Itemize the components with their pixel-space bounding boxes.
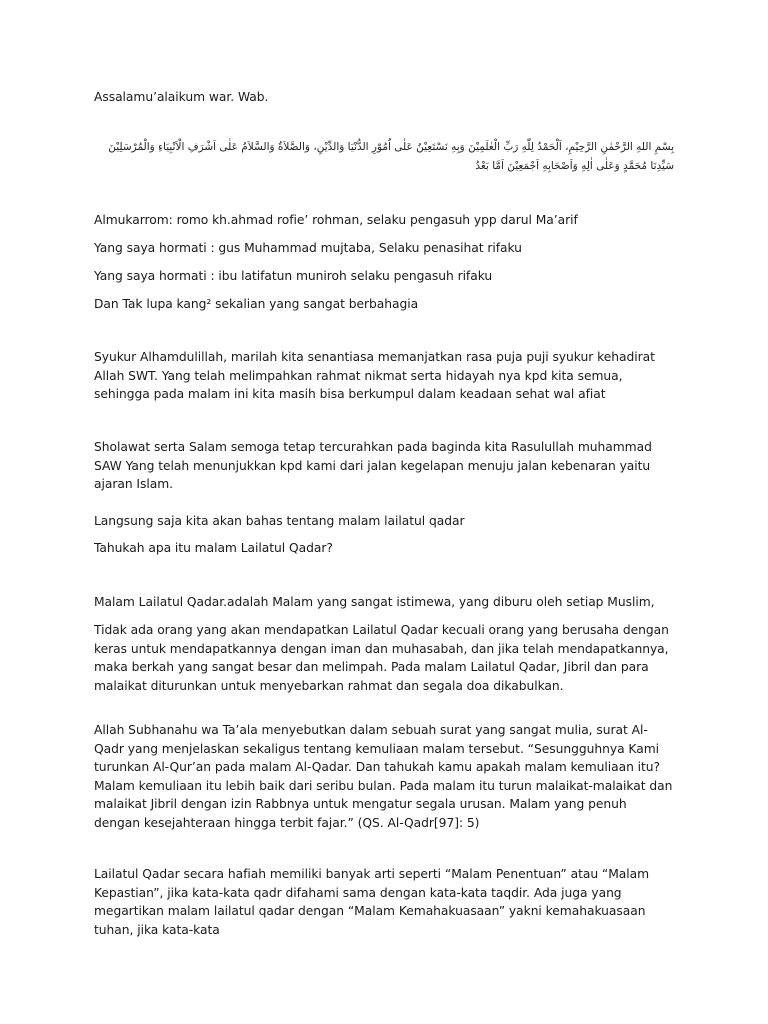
salutation-line: Dan Tak lupa kang² sekalian yang sangat berbahagia [94, 297, 419, 311]
line-tahukah: Tahukah apa itu malam Lailatul Qadar? [94, 541, 333, 555]
salutation-line: Yang saya hormati : gus Muhammad mujtaba, Selaku penasihat rifaku [94, 241, 522, 255]
paragraph-syukur: Syukur Alhamdulillah, marilah kita senantiasa memanjatkan rasa puja puji syukur kehadirat Allah SWT. Yang telah melimpahkan rahmat nikmat serta hidayah nya kpd kita semua, sehingga pada malam ini kita masih bisa berkumpul dalam keadaan sehat wal afiat [94, 350, 655, 401]
line-langsung: Langsung saja kita akan bahas tentang malam lailatul qadar [94, 514, 465, 528]
paragraph-sholawat: Sholawat serta Salam semoga tetap tercurahkan pada baginda kita Rasulullah muhammad SAW Yang telah menunjukkan kpd kami dari jalan kegelapan menuju jalan kebenaran yaitu ajaran Islam. [94, 440, 652, 491]
document-page [94, 0, 674, 1024]
paragraph-allah: Allah Subhanahu wa Ta’ala menyebutkan dalam sebuah surat yang sangat mulia, surat Al-Qadr yang menjelaskan sekaligus tentang kemuliaan malam tersebut. “Sesungguhnya Kami turunkan Al-Qur’an pada malam Al-Qadar. Dan tahukah kamu apakah malam kemuliaan itu? Malam kemuliaan itu lebih baik dari seribu bulan. Pada malam itu turun malaikat-malaikat dan malaikat Jibril dengan izin Rabbnya untuk mengatur segala urusan. Malam yang penuh dengan kesejahteraan hingga terbit fajar.” (QS. Al-Qadr[97]: 5) [94, 723, 673, 830]
arabic-opening: بِسْمِ اللهِ الرَّحْمٰنِ الرَّحِيْمِ، اَلْحَمْدُ لِلّٰهِ رَبِّ الْعٰلَمِيْنَ وَبِهِ نَسْتَعِيْنُ عَلٰى اُمُوْرِ الدُّنْيَا وَالدِّيْنِ، وَالصَّلاَةُ وَالسَّلاَمُ عَلٰى اَشْرَفِ الْاَنْبِيَاءِ وَالْمُرْسَلِيْنَ سَيِّدِنَا مُحَمَّدٍ وَعَلٰى اٰلِهِ وَاَصْحَابِهِ اَجْمَعِيْنَ اَمَّا بَعْدُ [108, 141, 674, 172]
paragraph-tidak: Tidak ada orang yang akan mendapatkan Lailatul Qadar kecuali orang yang berusaha dengan keras untuk mendapatkannya dengan iman dan muhasabah, dan jika telah mendapatkannya, maka berkah yang sangat besar dan melimpah. Pada malam Lailatul Qadar, Jibril dan para malaikat diturunkan untuk menyebarkan rahmat dan segala doa dikabulkan. [94, 623, 669, 693]
paragraph-lailatul: Lailatul Qadar secara hafiah memiliki banyak arti seperti “Malam Penentuan” atau “Malam Kepastian”, jika kata-kata qadr difahami sama dengan kata-kata taqdir. Ada juga yang megartikan malam lailatul qadar dengan “Malam Kemahakuasaan” yakni kemahakuasaan tuhan, jika kata-kata [94, 867, 650, 937]
greeting: Assalamu’alaikum war. Wab. [94, 90, 269, 104]
line-malam-lailatul: Malam Lailatul Qadar.adalah Malam yang sangat istimewa, yang diburu oleh setiap Muslim, [94, 595, 655, 609]
salutation-line: Almukarrom: romo kh.ahmad rofie’ rohman, selaku pengasuh ypp darul Ma’arif [94, 213, 578, 227]
salutation-line: Yang saya hormati : ibu latifatun muniroh selaku pengasuh rifaku [94, 269, 493, 283]
